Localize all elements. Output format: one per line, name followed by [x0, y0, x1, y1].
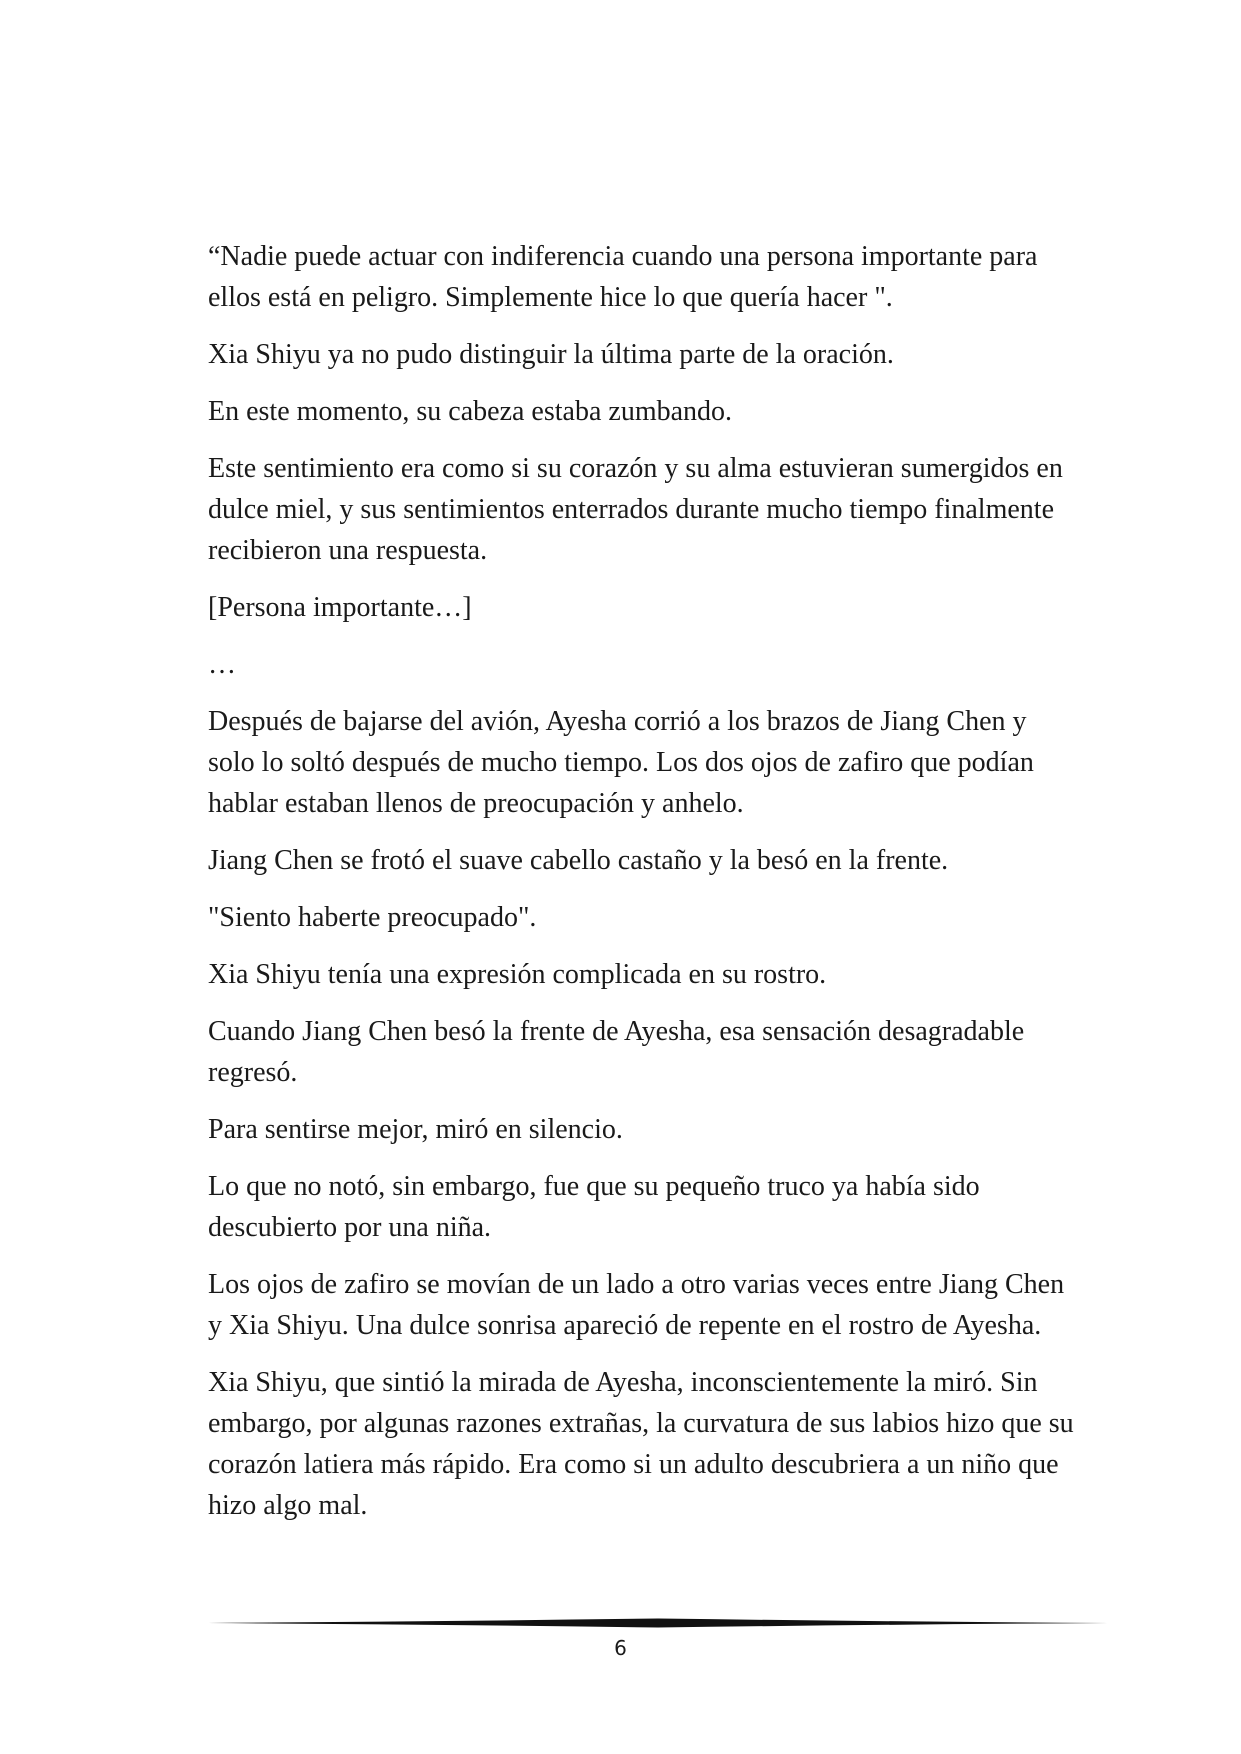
paragraph: Después de bajarse del avión, Ayesha corrió a los brazos de Jiang Chen y solo lo soltó después de mucho tiempo. Los dos ojos de zafiro que podían hablar estaban llenos de preocupación y anhelo. [208, 706, 1034, 819]
paragraph: Xia Shiyu, que sintió la mirada de Ayesha, inconscientemente la miró. Sin embargo, por algunas razones extrañas, la curvatura de sus labios hizo que su corazón latiera más rápido. Era como si un adulto descubriera a un niño que hizo algo mal. [208, 1367, 1074, 1521]
paragraph: "Siento haberte preocupado". [208, 902, 537, 933]
paragraph: Cuando Jiang Chen besó la frente de Ayesha, esa sensación desagradable regresó. [208, 1016, 1025, 1088]
paragraph: [Persona importante…] [208, 592, 472, 623]
footer-rule [208, 1616, 1108, 1630]
paragraph: Para sentirse mejor, miró en silencio. [208, 1114, 623, 1145]
paragraph: Los ojos de zafiro se movían de un lado a otro varias veces entre Jiang Chen y Xia Shiyu. Una dulce sonrisa apareció de repente en el rostro de Ayesha. [208, 1269, 1065, 1341]
paragraph: “Nadie puede actuar con indiferencia cuando una persona importante para ellos está en peligro. Simplemente hice lo que quería hacer ". [208, 241, 1038, 313]
scene-break: … [208, 649, 236, 680]
paragraph: Lo que no notó, sin embargo, fue que su pequeño truco ya había sido descubierto por una niña. [208, 1171, 980, 1243]
paragraph: Jiang Chen se frotó el suave cabello castaño y la besó en la frente. [208, 845, 949, 876]
paragraph: Xia Shiyu ya no pudo distinguir la última parte de la oración. [208, 339, 894, 370]
paragraph: En este momento, su cabeza estaba zumbando. [208, 396, 733, 427]
body-text [208, 236, 1078, 1542]
paragraph: Xia Shiyu tenía una expresión complicada en su rostro. [208, 959, 827, 990]
page-number: 6 [614, 1636, 627, 1660]
paragraph: Este sentimiento era como si su corazón y su alma estuvieran sumergidos en dulce miel, y sus sentimientos enterrados durante mucho tiempo finalmente recibieron una respuesta. [208, 453, 1063, 566]
